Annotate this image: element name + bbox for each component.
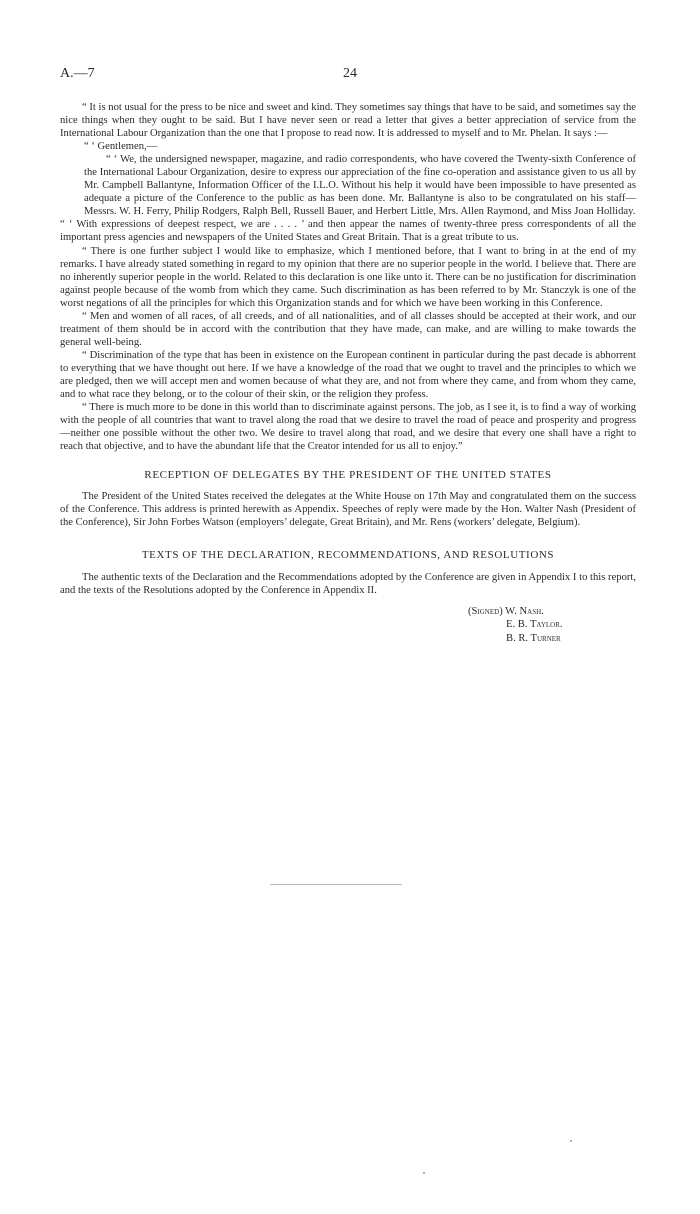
page-number: 24 <box>343 66 357 81</box>
scan-speck <box>570 1140 572 1142</box>
signature-line: B. R. Turner <box>506 632 561 644</box>
paragraph: “ There is one further subject I would like to emphasize, which I mentioned before, that I want to bring in at the end of my remarks. I have already stated something in regard to my opinion that there are no superior people in the world. I believe that. There are no inherently superior people in the world. Related to this declaration is one like unto it. There can be no justification for discrimination against people because of the womb from which they came. Such discrimination as has been referred to by Mr. Stanczyk is one of the worst negations of all the principles for which this Organization stands and for which we have been working in this Conference. <box>60 245 636 309</box>
section-paragraph: The President of the United States received the delegates at the White House on 17th May and congratulated them on the success of the Conference. This address is printed herewith as Appendix. Speeches of reply were made by the Hon. Walter Nash (President of the Conference), Sir John Forbes Watson (employers’ delegate, Great Britain), and Mr. Rens (workers’ delegate, Belgium). <box>60 491 636 529</box>
signature-line: E. B. Taylor. <box>506 619 563 631</box>
paragraph: “ There is much more to be done in this world than to discriminate against persons. The job, as I see it, is to find a way of working with the people of all countries that want to travel along the road that we desire to travel the road of peace and prosperity and progress—neither one possible without the other two. We desire to travel along that road, and we desire that every one shall have a right to reach that objective, and to have the abundant life that the Creator intended for us all to enjoy.” <box>60 402 636 453</box>
paragraph: “ Discrimination of the type that has been in existence on the European continent in particular during the past decade is abhorrent to everything that we have thought out here. If we have a knowledge of the road that we ought to travel and the principles to which we are pledged, then we will accept men and women because of what they are, and not from where they came, and from whom they came, and to what race they belong, or to the colour of their skin, or the religion they profess. <box>60 349 636 401</box>
printer-rule <box>270 884 402 885</box>
document-reference: A.—7 <box>60 66 95 81</box>
signature-block <box>468 605 636 646</box>
section-paragraph: The authentic texts of the Declaration and the Recommendations adopted by the Conference are given in Appendix I to this report, and the texts of the Resolutions adopted by the Conference in Appendix II. <box>60 571 636 596</box>
section-heading: RECEPTION OF DELEGATES BY THE PRESIDENT OF THE UNITED STATES <box>144 469 552 482</box>
paragraph: “ ‘ With expressions of deepest respect, we are . . . . ’ and then appear the names of twenty-three press correspondents of all the important press agencies and newspapers of the United States and Great Britain. That is a great tribute to us. <box>60 219 636 244</box>
scan-speck <box>423 1172 425 1174</box>
signature-line: (Signed) W. Nash. <box>468 605 544 617</box>
quoted-salutation: “ ‘ Gentlemen,— <box>84 141 158 153</box>
page-header <box>60 66 640 86</box>
quoted-letter: “ ‘ We, the undersigned newspaper, magazine, and radio correspondents, who have covered the Twenty-sixth Conference of the International Labour Organization, desire to express our appreciation of the fine co-operation and assistance given to us all by Mr. Campbell Ballantyne, Information Officer of the I.L.O. Without his help it would have been impossible to have presented as adequate a picture of the Conference to the public as has been done. Mr. Ballantyne is also to be congratulated on his staff—Messrs. W. H. Ferry, Philip Rodgers, Ralph Bell, Russell Bauer, and Herbert Little, Mrs. Allen Raymond, and Miss Joan Holliday. <box>84 154 636 218</box>
section-heading: TEXTS OF THE DECLARATION, RECOMMENDATIONS, AND RESOLUTIONS <box>141 549 555 562</box>
paragraph: “ Men and women of all races, of all creeds, and of all nationalities, and of all classes should be accepted at their work, and our treatment of them should be in accord with the contribution that they have made, can make, and are willing to make towards the general well-being. <box>60 310 636 348</box>
document-body <box>60 101 636 645</box>
paragraph: “ It is not usual for the press to be nice and sweet and kind. They sometimes say things that have to be said, and sometimes say the nice things when they ought to be said. But I have never seen or read a letter that gives a better appreciation of service from the International Labour Organization than the one that I propose to read now. It is addressed to myself and to Mr. Phelan. It says :— <box>60 102 636 140</box>
